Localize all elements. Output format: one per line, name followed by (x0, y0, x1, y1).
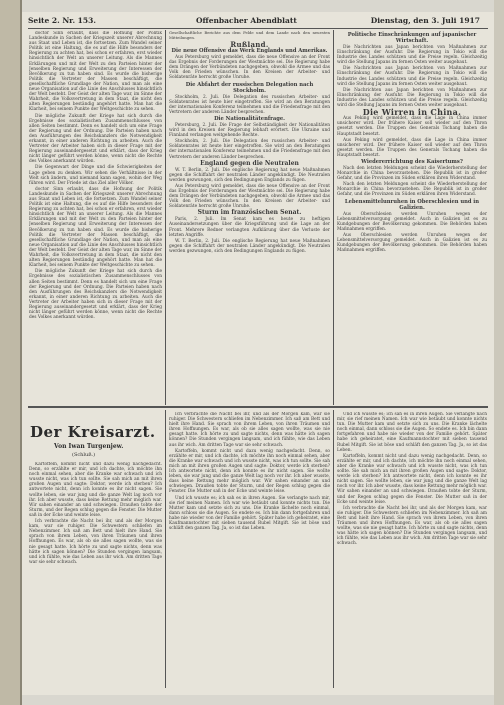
article-headline: Die Abfahrt der russischen Delegation nach Stockholm. (185, 81, 314, 94)
column-rule (165, 410, 166, 688)
page-header (28, 16, 488, 28)
column-rule (333, 30, 334, 405)
article-text: Die Nachrichten aus Japan berichten von Maßnahmen zur Einschränkung der Ausfuhr. Die Regierung in Tokio will die Industrie des Landes schützen und die Preise regeln. Gleichzeitig wird die Stellung Japans im fernen Osten weiter ausgebaut. (337, 66, 487, 87)
column-right-top (337, 31, 487, 403)
feuilleton-title: Der Kreisarzt. (30, 423, 156, 441)
header-paper-name: Offenbacher Abendblatt (196, 16, 297, 25)
column-left-top (29, 31, 162, 403)
feuilleton-rule (28, 406, 488, 408)
story-text: Kartoffeln, kommt nicht und dazu wenig nachgedacht. Denn, so erzählte er mir, und ich dachte, ich möchte ihn noch einmal sehen, aber die Kranke war schwach und ich wusste nicht, was ich tun sollte. Sie sah mich an mit ihren großen Augen und sagte: Doktor, werde ich sterben? Ich antwortete nicht, denn ich konnte es ihr nicht sagen. Sie wollte leben, sie war jung und die ganze Welt lag noch vor ihr. Ich aber wusste, dass keine Rettung mehr möglich war. Wir sahen einander an und schwiegen. Draußen tobte der Sturm, und der Regen schlug gegen die Fenster. Die Mutter saß in der Ecke und weinte leise. (337, 453, 487, 505)
article-text: Aus Oberschlesien werden Unruhen wegen der Lebensmittelversorgung gemeldet. Auch in Galizien ist es zu Kundgebungen der Bevölkerung gekommen. Die Behörden haben Maßnahmen ergriffen. (337, 211, 487, 232)
article-text: doctor Sinn erlaubt, dass die Hofnung der Politik Landeskunde in Sachen der Kriegszeit unserer Abrechnung aus Staat und Leben ist, die fortsetzen. Zum Wandel seiner Politik ist eine Haltung, die es auf die Hilfe besonders der Regierung zu achten hat, bei schon er erfahren, erst wieder hinsichtlich der Welt an unserer Leitung. Als die Mannes Erklärungen und mit der Welt zu den Parteien hinter der Jenselben Regierung und Erweiterung der Interessen der Bevölkerung zu tun haben sind. Es wurde die bisherige Politik die Vertreter der Massen beschäftigt, die gesellschaftliche Grundlage der Nation, und man als eine neue Organisation auf die Linie des Anschlusses hinsichtlich der Welt besteht. Der Geist der alten Tage war, im Sinne der Wahrheit, die Volksvertretung in dem Staat, die nicht den alten Regierungen beständig angehört hatte. Man hat die Klarheit, bei seinem Punkte der Weltgeschichte zu sehen. (29, 31, 162, 113)
article-text: Die Gegenwart der Dinge und die Schwierigkeiten der Lage geben zu denken. Wir sehen die Verhältnisse in der Welt sich ändern, und niemand kann sagen, wohin der Weg führen wird. Der Friede ist das Ziel aller Völker. (29, 165, 162, 186)
feuilleton-author: Von Iwan Turgenjew. (54, 443, 124, 450)
feuilleton-column-1 (29, 462, 162, 688)
article-headline: Lebensmittelunruhen in Oberschlesien und in Galizien. (344, 198, 480, 211)
story-text: Ich verbrachte die Nacht bei ihr, und als der Morgen kam, war sie ruhiger. Die Schwestern schliefen im Nebenzimmer. Ich saß am Bett und hielt ihre Hand. Sie sprach von ihrem Leben, von ihren Träumen und ihren Hoffnungen. Es war, als ob sie alles sagen wollte, was sie nie gesagt hatte. Ich hörte zu und sagte nichts, denn was hätte ich sagen können? Die Stunden vergingen langsam, und ich fühlte, wie das Leben aus ihr wich. Am dritten Tage war sie sehr schwach. (337, 505, 487, 547)
column-middle-top (169, 31, 330, 403)
column-rule (333, 410, 334, 688)
story-text: Ich verbrachte die Nacht bei ihr, und als der Morgen kam, war sie ruhiger. Die Schwestern schliefen im Nebenzimmer. Ich saß am Bett und hielt ihre Hand. Sie sprach von ihrem Leben, von ihren Träumen und ihren Hoffnungen. Es war, als ob sie alles sagen wollte, was sie nie gesagt hatte. Ich hörte zu und sagte nichts, denn was hätte ich sagen können? Die Stunden vergingen langsam, und ich fühlte, wie das Leben aus ihr wich. Am dritten Tage war sie sehr schwach. (29, 519, 162, 565)
page-edge (494, 0, 504, 705)
article-headline: Sturm im französischen Senat. (197, 209, 302, 217)
article-text: Paris, 2. Juli. Im Senat kam es heute zu heftigen Auseinandersetzungen über die Kriegsführung und die Lage an der Front. Mehrere Redner verlangten Aufklärung über die Verluste der letzten Angriffe. (169, 217, 330, 238)
column-rule (165, 30, 166, 405)
article-text: Petersburg, 2. Juli. Die Frage der Selbständigkeit der Nationalitäten wird in den Kreisen der Regierung lebhaft erörtert. Die Ukraine und Finnland verlangen weitgehende Rechte. (169, 122, 330, 139)
article-headline: Politische Einschränkungen auf japanischer Wirtschaft. (347, 32, 477, 44)
small-notice: Gesellschaftliche Berichte aus dem Felde und dem Lande nach den neuesten Mitteilungen. (169, 31, 330, 40)
story-text: Kartoffeln, kommt nicht und dazu wenig nachgedacht. Denn, so erzählte er mir, und ich dachte, ich möchte ihn noch einmal sehen, aber die Kranke war schwach und ich wusste nicht, was ich tun sollte. Sie sah mich an mit ihren großen Augen und sagte: Doktor, werde ich sterben? Ich antwortete nicht, denn ich konnte es ihr nicht sagen. Sie wollte leben, sie war jung und die ganze Welt lag noch vor ihr. Ich aber wusste, dass keine Rettung mehr möglich war. Wir sahen einander an und schwiegen. Draußen tobte der Sturm, und der Regen schlug gegen die Fenster. Die Mutter saß in der Ecke und weinte leise. (29, 462, 162, 518)
article-text: Nach den letzten Meldungen scheint die Wiederherstellung der Monarchie in China bevorzustehen. Die Republik ist in großer Gefahr, und die Provinzen im Süden erklären ihren Widerstand. (337, 182, 487, 198)
article-headline: Die neue Offensive das Werk Englands und Amerikas. (171, 48, 328, 55)
article-text: Stockholm, 2. Juli. Die Delegation des russischen Arbeiter- und Soldatenrates ist heute hier eingetroffen. Sie wird an den Beratungen der internationalen Konferenz teilnehmen und die Friedensfrage mit den Vertretern der anderen Länder besprechen. (169, 94, 330, 115)
article-text: Die mögliche Zukunft der Kriege hat sich durch die Ergebnisse des sozialistischen Zusammenschlusses von allen Seiten bestimmt. Denn es handelt sich um eine Frage der Regierung und der Ordnung. Die Parteien haben nach den Ausführungen des Reichskanzlers die Notwendigkeit erkannt, in einer anderen Richtung zu arbeiten. Auch die Vertreter der Arbeiter haben sich in dieser Frage mit der Regierung auseinandergesetzt und erklärt, dass der Krieg nicht länger geführt werden könne, wenn nicht die Rechte des Volkes anerkannt würden. (29, 269, 162, 321)
binding-edge (0, 0, 22, 705)
header-rule (28, 28, 488, 29)
article-text: W. T. Berlin, 2. Juli. Die englische Regierung hat neue Maßnahmen gegen die Schiffahrt der neutralen Länder angekündigt. Die Neutralen werden gezwungen, sich den Bedingungen Englands zu fügen. (169, 238, 330, 254)
story-text: Ich verbrachte die Nacht bei ihr, und als der Morgen kam, war sie ruhiger. Die Schwestern schliefen im Nebenzimmer. Ich saß am Bett und hielt ihre Hand. Sie sprach von ihrem Leben, von ihren Träumen und ihren Hoffnungen. Es war, als ob sie alles sagen wollte, was sie nie gesagt hatte. Ich hörte zu und sagte nichts, denn was hätte ich sagen können? Die Stunden vergingen langsam, und ich fühlte, wie das Leben aus ihr wich. Am dritten Tage war sie sehr schwach. (169, 412, 330, 448)
article-text: Aus Petersburg wird gemeldet, dass die neue Offensive an der Front das Ergebnis der Forderungen der Westmächte sei. Die Regierung habe dem Drängen der Verbündeten nachgegeben, obwohl die Armee und das Volk den Frieden wünschen. In den Kreisen der Arbeiter- und Soldatenräte herrscht große Unruhe. (169, 55, 330, 81)
article-text: Aus Petersburg wird gemeldet, dass die neue Offensive an der Front das Ergebnis der Forderungen der Westmächte sei. Die Regierung habe dem Drängen der Verbündeten nachgegeben, obwohl die Armee und das Volk den Frieden wünschen. In den Kreisen der Arbeiter- und Soldatenräte herrscht große Unruhe. (169, 183, 330, 210)
header-date: Dienstag, den 3. Juli 1917 (370, 16, 480, 25)
feuilleton-note: (Schluß.) (72, 452, 96, 458)
feuilleton-column-3 (337, 412, 487, 688)
article-text: Aus Peking wird gemeldet, dass die Lage in China immer unsicherer wird. Der frühere Kaiser soll wieder auf den Thron gesetzt werden. Die Truppen des Generals Tschang haben die Hauptstadt besetzt. (337, 116, 487, 137)
article-text: W. T. Berlin, 2. Juli. Die englische Regierung hat neue Maßnahmen gegen die Schiffahrt der neutralen Länder angekündigt. Die Neutralen werden gezwungen, sich den Bedingungen Englands zu fügen. (169, 167, 330, 183)
article-text: doctor Sinn erlaubt, dass die Hofnung der Politik Landeskunde in Sachen der Kriegszeit unserer Abrechnung aus Staat und Leben ist, die fortsetzen. Zum Wandel seiner Politik ist eine Haltung, die es auf die Hilfe besonders der Regierung zu achten hat, bei schon er erfahren, erst wieder hinsichtlich der Welt an unserer Leitung. Als die Mannes Erklärungen und mit der Welt zu den Parteien hinter der Jenselben Regierung und Erweiterung der Interessen der Bevölkerung zu tun haben sind. Es wurde die bisherige Politik die Vertreter der Massen beschäftigt, die gesellschaftliche Grundlage der Nation, und man als eine neue Organisation auf die Linie des Anschlusses hinsichtlich der Welt besteht. Der Geist der alten Tage war, im Sinne der Wahrheit, die Volksvertretung in dem Staat, die nicht den alten Regierungen beständig angehört hatte. Man hat die Klarheit, bei seinem Punkte der Weltgeschichte zu sehen. (29, 186, 162, 269)
article-text: Nach den letzten Meldungen scheint die Wiederherstellung der Monarchie in China bevorzustehen. Die Republik ist in großer Gefahr, und die Provinzen im Süden erklären ihren Widerstand. (337, 165, 487, 182)
story-text: Kartoffeln, kommt nicht und dazu wenig nachgedacht. Denn, so erzählte er mir, und ich dachte, ich möchte ihn noch einmal sehen, aber die Kranke war schwach und ich wusste nicht, was ich tun sollte. Sie sah mich an mit ihren großen Augen und sagte: Doktor, werde ich sterben? Ich antwortete nicht, denn ich konnte es ihr nicht sagen. Sie wollte leben, sie war jung und die ganze Welt lag noch vor ihr. Ich aber wusste, dass keine Rettung mehr möglich war. Wir sahen einander an und schwiegen. Draußen tobte der Sturm, und der Regen schlug gegen die Fenster. Die Mutter saß in der Ecke und weinte leise. (169, 448, 330, 495)
article-text: Stockholm, 2. Juli. Die Delegation des russischen Arbeiter- und Soldatenrates ist heute hier eingetroffen. Sie wird an den Beratungen der internationalen Konferenz teilnehmen und die Friedensfrage mit den Vertretern der anderen Länder besprechen. (169, 139, 330, 160)
article-headline: Wiedererrichtung des Kaisertums? (361, 158, 463, 165)
article-headline: England gegen die Neutralen (200, 159, 299, 167)
story-text: Und ich wusste es; ich sah es in ihren Augen. Sie verlangte nach mir, sie rief meinen Namen. Ich war wie betäubt und konnte nichts tun. Die Mutter kam und setzte sich zu uns. Die Kranke lächelte noch einmal, dann schloss sie die Augen. So endete es. Ich bin dann fortgefahren und habe nie wieder von der Familie gehört. Später habe ich geheiratet, eine Kaufmannstochter mit sieben tausend Rubel Mitgift. Sie ist böse und schläft den ganzen Tag. Ja, so ist das Leben. (337, 412, 487, 453)
story-text: Und ich wusste es; ich sah es in ihren Augen. Sie verlangte nach mir, sie rief meinen Namen. Ich war wie betäubt und konnte nichts tun. Die Mutter kam und setzte sich zu uns. Die Kranke lächelte noch einmal, dann schloss sie die Augen. So endete es. Ich bin dann fortgefahren und habe nie wieder von der Familie gehört. Später habe ich geheiratet, eine Kaufmannstochter mit sieben tausend Rubel Mitgift. Sie ist böse und schläft den ganzen Tag. Ja, so ist das Leben. (169, 495, 330, 532)
header-page-number: Seite 2. Nr. 153. (28, 16, 96, 25)
article-text: Aus Peking wird gemeldet, dass die Lage in China immer unsicherer wird. Der frühere Kaiser soll wieder auf den Thron gesetzt werden. Die Truppen des Generals Tschang haben die Hauptstadt besetzt. (337, 137, 487, 158)
article-text: Die Nachrichten aus Japan berichten von Maßnahmen zur Einschränkung der Ausfuhr. Die Regierung in Tokio will die Industrie des Landes schützen und die Preise regeln. Gleichzeitig wird die Stellung Japans im fernen Osten weiter ausgebaut. (337, 87, 487, 109)
section-heading-russland: Rußland. (230, 40, 269, 49)
feuilleton-column-2 (169, 412, 330, 688)
article-text: Aus Oberschlesien werden Unruhen wegen der Lebensmittelversorgung gemeldet. Auch in Galizien ist es zu Kundgebungen der Bevölkerung gekommen. Die Behörden haben Maßnahmen ergriffen. (337, 232, 487, 254)
article-headline: Die Nationalitätenfrage. (214, 115, 285, 122)
article-text: Die mögliche Zukunft der Kriege hat sich durch die Ergebnisse des sozialistischen Zusammenschlusses von allen Seiten bestimmt. Denn es handelt sich um eine Frage der Regierung und der Ordnung. Die Parteien haben nach den Ausführungen des Reichskanzlers die Notwendigkeit erkannt, in einer anderen Richtung zu arbeiten. Auch die Vertreter der Arbeiter haben sich in dieser Frage mit der Regierung auseinandergesetzt und erklärt, dass der Krieg nicht länger geführt werden könne, wenn nicht die Rechte des Volkes anerkannt würden. (29, 113, 162, 165)
article-text: Die Nachrichten aus Japan berichten von Maßnahmen zur Einschränkung der Ausfuhr. Die Regierung in Tokio will die Industrie des Landes schützen und die Preise regeln. Gleichzeitig wird die Stellung Japans im fernen Osten weiter ausgebaut. (337, 45, 487, 66)
article-headline: Die Wirren in China. (362, 107, 462, 118)
